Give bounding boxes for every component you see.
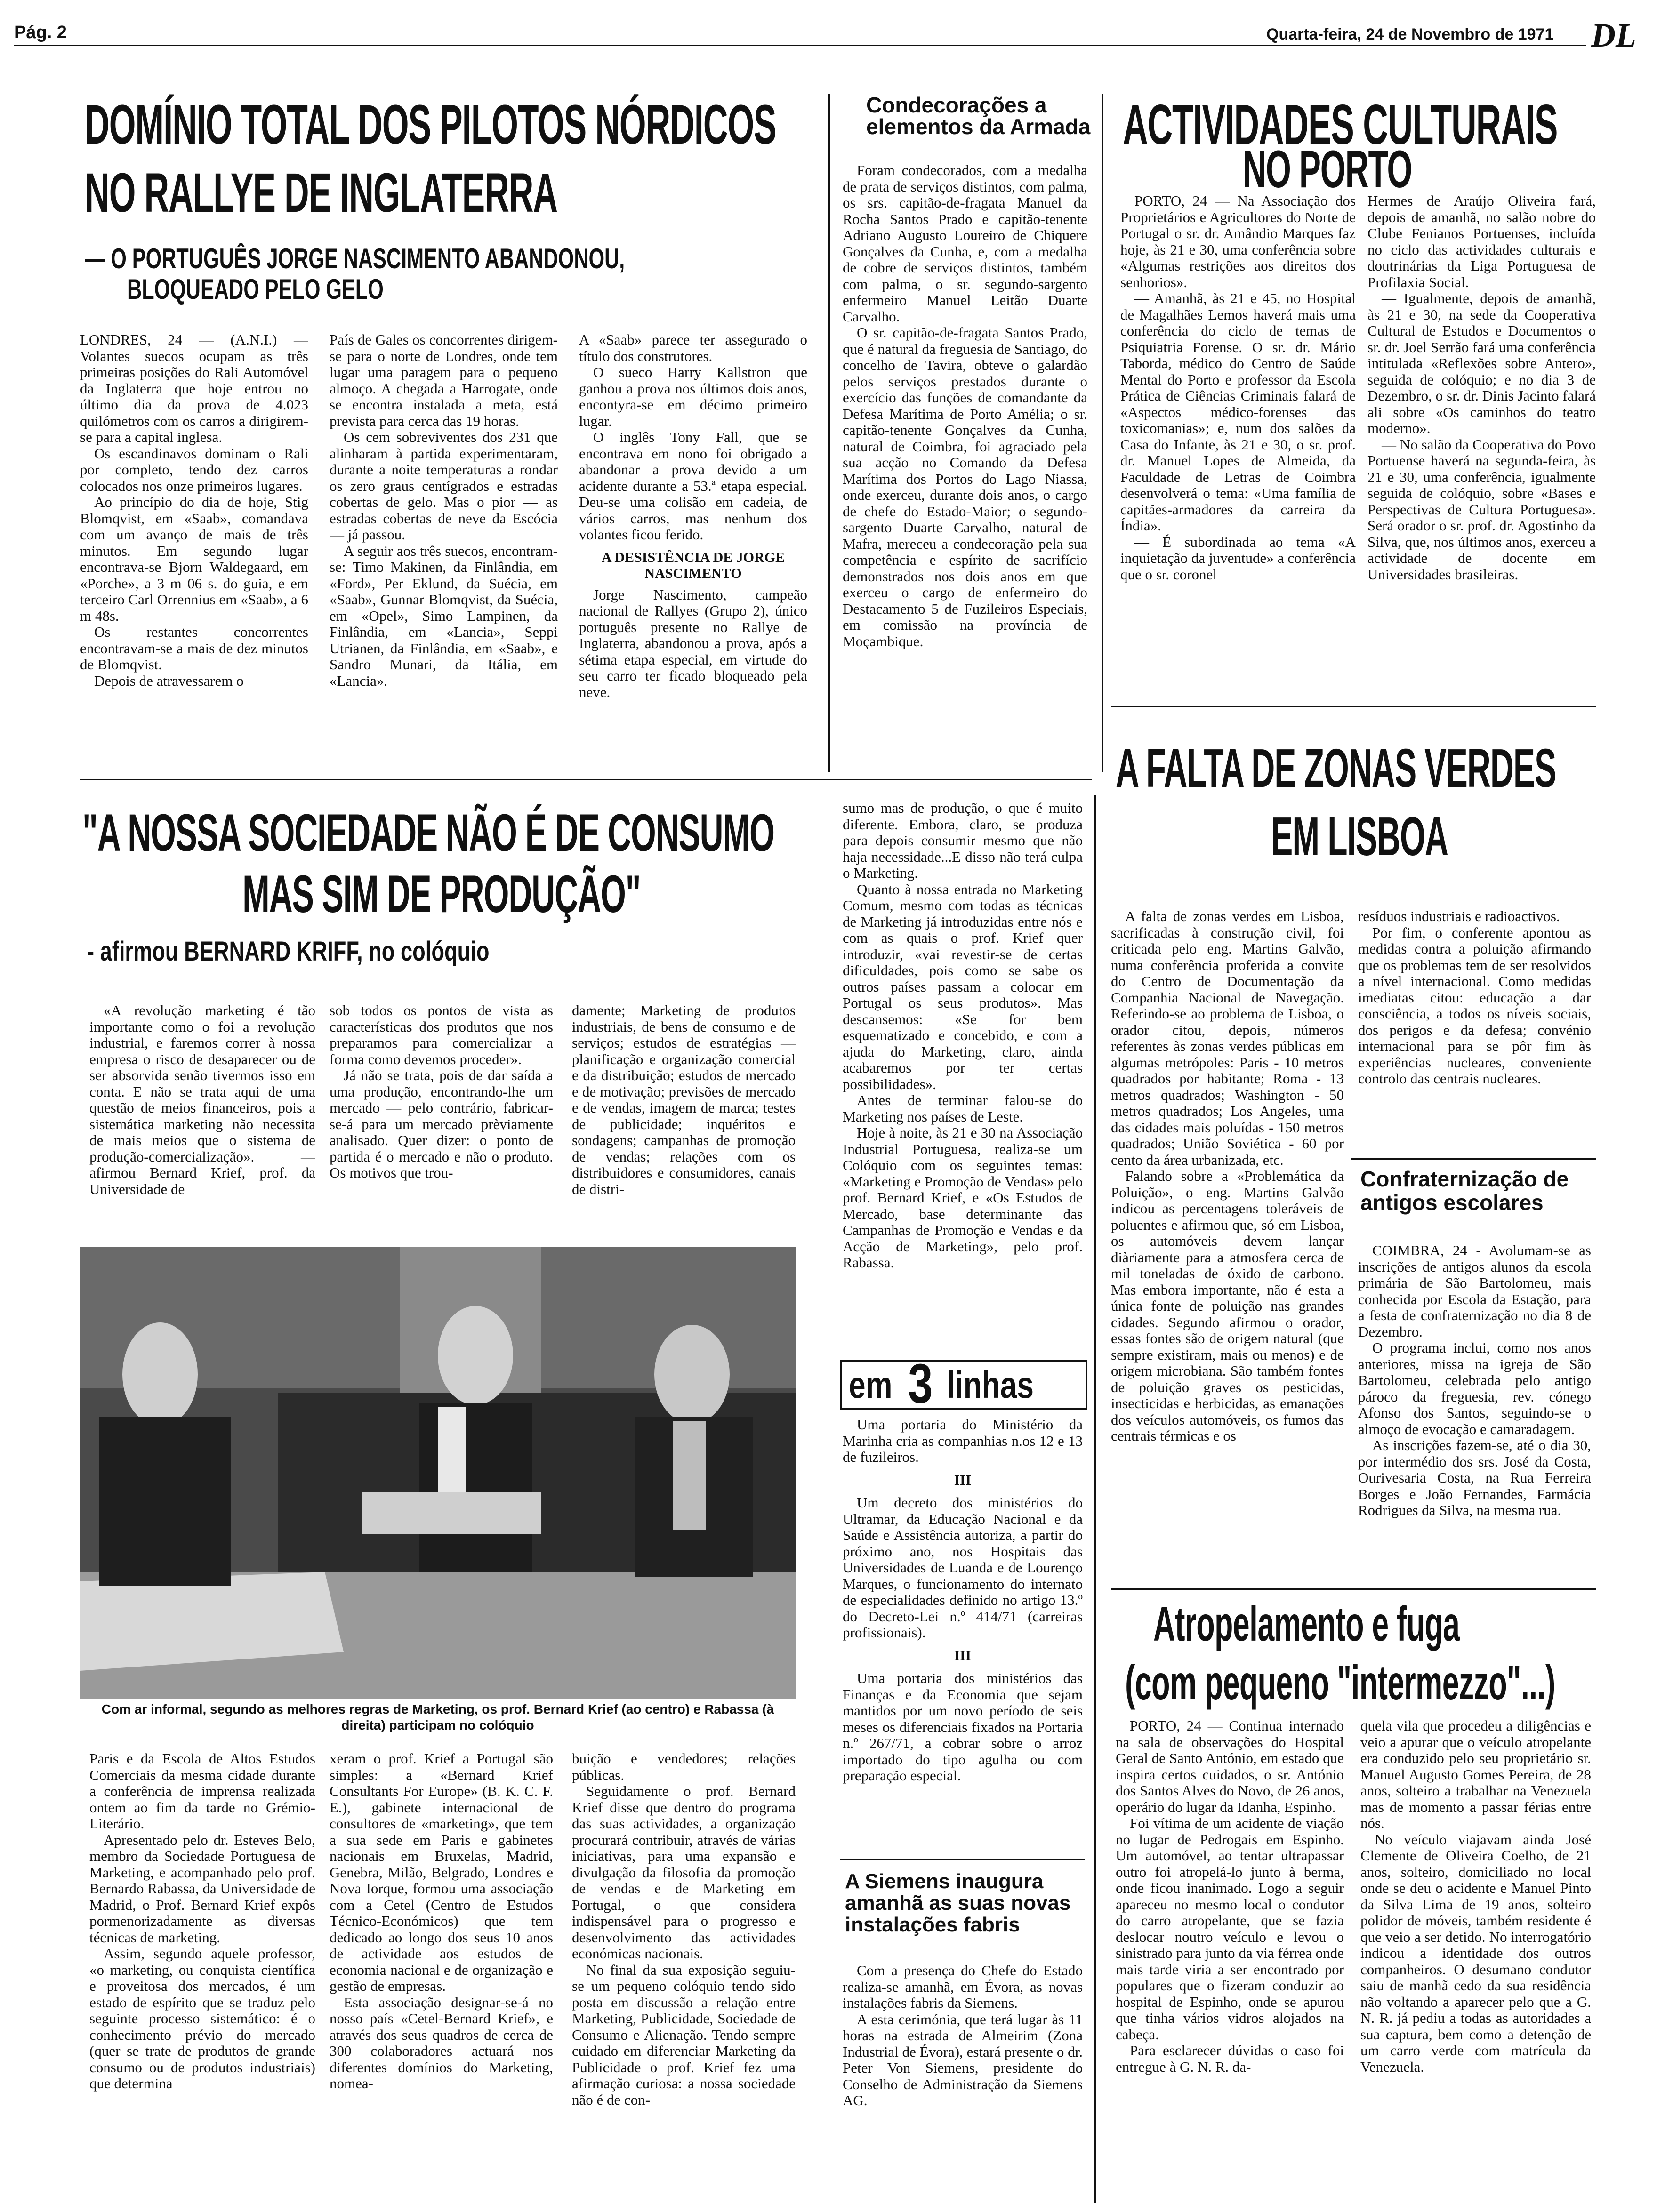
siemens-title: A Siemens inaugura amanhã as suas novas instalações fabris xyxy=(845,1870,1071,1936)
section-rule xyxy=(1111,706,1596,707)
paragraph: No final da sua exposição seguiu-se um pequeno colóquio tendo sido posta em discussão a relação entre Marketing, Publicidade, Sociedade de Consumo e Alienação. Tendo sempre cuidado em diferenciar Marketing da Publicidade o prof. Krief fez uma afirmação curiosa: a nossa sociedade não é de con- xyxy=(572,1961,796,2108)
consumo-bottom-col-2 xyxy=(330,1751,553,2198)
column-rule xyxy=(1094,795,1096,2203)
cultura-headline-2: NO PORTO xyxy=(1243,140,1412,199)
paragraph: O programa inclui, como nos anos anteriores, missa na igreja de São Bartolomeu, celebrada pelo antigo pároco da freguesia, rev. cónego Afonso dos Santos, seguindo-se o almoço de evocação e camaradagem. xyxy=(1358,1339,1591,1437)
paragraph: Para esclarecer dúvidas o caso foi entregue à G. N. R. da- xyxy=(1116,2042,1344,2075)
consumo-bottom-col-3 xyxy=(572,1751,796,2198)
paragraph: Apresentado pelo dr. Esteves Belo, membro da Sociedade Portuguesa de Marketing, e acompanhado pelo prof. Bernardo Rabassa, da Universidade de Madrid, o Prof. Bernard Krief expôs pormenorizadamente as diversas técnicas de marketing. xyxy=(89,1831,315,1946)
paragraph: País de Gales os concorrentes dirigem-se para o norte de Londres, onde tem lugar uma paragem para o pequeno almoço. A chegada a Harrogate, onde se encontra instalada a meta, está prevista para cerca das 19 horas. xyxy=(330,332,558,429)
paragraph: A «Saab» parece ter assegurado o título dos construtores. xyxy=(579,332,807,364)
rallye-col-3 xyxy=(579,332,807,762)
paragraph: O sueco Harry Kallstron que ganhou a prova nos últimos dois anos, encontyra-se em décimo primeiro lugar. xyxy=(579,364,807,429)
brief-item: Um decreto dos ministérios do Ultramar, da Educação Nacional e da Saúde e Assistência autoriza, a partir do próximo ano, nos Hospitais das Universidades de Luanda e de Lourenço Marques, o funcionamento do internato de especialidades definido no artigo 13.º do Decreto-Lei n.º 414/71 (carreiras profissionais). xyxy=(843,1494,1083,1641)
atropelamento-headline-1: Atropelamento e fuga xyxy=(1153,1597,1460,1651)
cultura-col-2 xyxy=(1367,193,1596,682)
marketing-photo xyxy=(80,1247,796,1699)
paragraph: Os escandinavos dominam o Rali por completo, tendo dez carros colocados nos onze primeiros lugares. xyxy=(80,445,308,494)
photo-illustration xyxy=(80,1247,796,1699)
atropelamento-col-1 xyxy=(1116,1718,1344,2198)
verdes-col-1 xyxy=(1111,908,1344,1577)
paragraph: Antes de terminar falou-se do Marketing nos países de Leste. xyxy=(843,1092,1083,1125)
consumo-headline-1: "A NOSSA SOCIEDADE NÃO É DE CONSUMO xyxy=(82,803,774,862)
paragraph: buição e vendedores; relações públicas. xyxy=(572,1751,796,1783)
paragraph: Já não se trata, pois de dar saída a uma produção, encontrando-lhe um mercado — pelo contrário, fabricar-se-á para um mercado prèviamente analisado. Quer dizer: o ponto de partida é o mercado e não o produto. Os motivos que trou- xyxy=(330,1067,553,1181)
brief-separator: III xyxy=(954,1647,972,1664)
paragraph: Os restantes concorrentes encontravam-se a mais de dez minutos de Blomqvist. xyxy=(80,624,308,673)
paragraph: Depois de atravessarem o xyxy=(94,672,244,689)
paragraph: Quanto à nossa entrada no Marketing Comum, mesmo com todas as técnicas de Marketing já introduzidas entre nós e com as quais o prof. Krief quer introduzir, «vai revestir-se de certas dificuldades, pois como se sabe os outros países passam a colocar em Portugal os seus produtos». Mas descansemos: «Se for bem esquematizado e concebido, e com a ajuda do Marketing, claro, ainda acabaremos por ter certas possibilidades». xyxy=(843,881,1083,1092)
armada-body xyxy=(843,162,1087,772)
paragraph: Os cem sobreviventes dos 231 que alinharam à partida experimentaram, durante a noite temperaturas a rondar os zero graus centígrados e estradas cobertas de gelo. Mas o pior — as estradas cobertas de neve da Escócia — já passou. xyxy=(330,429,558,543)
paragraph: A esta cerimónia, que terá lugar às 11 horas na estrada de Almeirim (Zona Industrial de Évora), estará presente o dr. Peter Von Siemens, presidente do Conselho de Administração da Siemens AG. xyxy=(843,2011,1083,2108)
paragraph: Paris e da Escola de Altos Estudos Comerciais da mesma cidade durante a conferência de imprensa realizada ontem ao fim da tarde no Grémio-Literário. xyxy=(89,1751,315,1832)
confra-title: Confraternização de antigos escolares xyxy=(1360,1167,1569,1215)
paragraph: xeram o prof. Krief a Portugal são simples: a «Bernard Krief Consultants For Europe» (B. K. C. F. E.), gabinete internacional de consultores de «marketing», que tem a sua sede em Paris e gabinetes nacionais em Bruxelas, Madrid, Genebra, Milão, Belgrado, Londres e Nova Iorque, formou uma associação com a Cetel (Centro de Estudos Técnico-Económicos) que tem dedicado ao longo dos seus 10 anos de actividade aos estudos de economia nacional e de organização e gestão de empresas. xyxy=(330,1751,553,1994)
paragraph: Por fim, o conferente apontou as medidas contra a poluição afirmando que os problemas tem de ser resolvidos a nível internacional. Como medidas imediatas citou: educação a dar consciência, a todos os níveis sociais, dos perigos e da defesa; convénio internacional para se pôr fim às experiências nucleares, conveniente controlo das centrais nucleares. xyxy=(1358,924,1591,1087)
paragraph: Falando sobre a «Problemática da Poluição», o eng. Martins Galvão indicou as percentagens toleráveis de poluentes e afirmou que, só em Lisboa, os automóveis devem lançar diàriamente para a atmosfera cerca de mil toneladas de óxido de carbono. Mas embora importante, não é esta a única fonte de poluição nas grandes cidades. Segundo afirmou o orador, essas fontes são de origem natural (que sempre existiram, mais ou menos) e de origem microbiana. São também fontes de poluição graves os pesticidas, insecticidas e herbicidas, as emanações dos veículos automóveis, os fumos das centrais térmicas e os xyxy=(1111,1168,1344,1444)
issue-date: Quarta-feira, 24 de Novembro de 1971 xyxy=(1266,25,1554,43)
consumo-col-2 xyxy=(330,1002,553,1247)
paragraph: Hermes de Araújo Oliveira fará, depois de amanhã, no salão nobre do Clube Fenianos Portuenses, incluída no ciclo das actividades culturais e doutrinárias da Liga Portuguesa de Profilaxia Social. xyxy=(1367,193,1596,290)
consumo-col-3 xyxy=(572,1002,796,1247)
paragraph: O sr. capitão-de-fragata Santos Prado, que é natural da freguesia de Santiago, do concelho de Tavira, obteve o galardão pelos serviços prestados durante o exercício das funções de comandante da Defesa Marítima de Porto Amélia; o sr. capitão-tenente Gonçalves da Cunha, natural de Coimbra, foi agraciado pela sua acção no Comando da Defesa Marítima dos Portos do Lago Niassa, onde exerceu, durante dois anos, o cargo de chefe do Estado-Maior; o segundo-sargento Duarte Carvalho, natural de Mafra, mereceu a condecoração pela sua competência e espírito de sacrifício demonstrados nos dois anos em que exerceu o cargo de enfermeiro do Destacamento 5 de Fuzileiros Especiais, em comissão na província de Moçambique. xyxy=(843,324,1087,649)
paragraph: — No salão da Cooperativa do Povo Portuense haverá na segunda-feira, às 21 e 30, uma conferência, igualmente seguida de colóquio, sobre «Bases e Perspectivas de Cultura Portuguesa». Será orador o sr. prof. dr. Agostinho da Silva, que, nos últimos anos, exerceu a actividade de docente em Universidades brasileiras. xyxy=(1367,436,1596,583)
rallye-subhead-1: — O PORTUGUÊS JORGE NASCIMENTO ABANDONOU, xyxy=(85,243,625,274)
paragraph: Com a presença do Chefe do Estado realiza-se amanhã, em Évora, as novas instalações fabris da Siemens. xyxy=(843,1963,1083,2011)
paragraph: quela vila que procedeu a diligências e veio a apurar que o veículo atropelante era conduzido pelo seu proprietário sr. Manuel Augusto Gomes Pereira, de 28 anos, solteiro a trabalhar na Venezuela mas de momento a passar férias entre nós. xyxy=(1360,1718,1591,1831)
verdes-headline-1: A FALTA DE ZONAS VERDES xyxy=(1116,737,1556,799)
paragraph: O inglês Tony Fall, que se encontrava em nono foi obrigado a abandonar a prova devido a um acidente durante a 53.ª etapa especial. Deu-se uma colisão em cadeia, de vários carros, mas nenhum dos volantes ficou ferido. xyxy=(579,429,807,543)
rallye-subhead-2: BLOQUEADO PELO GELO xyxy=(127,273,384,305)
paragraph: damente; Marketing de produtos industriais, de bens de consumo e de serviços; estudos de estratégias — planificação e organização comercial e da distribuição; estudos de mercado e de motivação; previsões de mercado e de vendas, imagem de marca; testes de publicidade; inquéritos e sondagens; campanhas de promoção de vendas; relações com os distribuidores e consumidores, canais de distri- xyxy=(572,1002,796,1197)
rallye-subhead-desistencia: A DESISTÊNCIA DE JORGE NASCIMENTO xyxy=(601,549,785,581)
verdes-headline-2: EM LISBOA xyxy=(1271,806,1448,867)
armada-title: Condecorações a elementos da Armada xyxy=(866,93,1091,139)
header-rule xyxy=(14,45,1586,46)
section-rule xyxy=(840,1859,1085,1860)
consumo-col-4 xyxy=(843,800,1083,1346)
consumo-subhead: - afirmou BERNARD KRIFF, no colóquio xyxy=(87,936,490,967)
paragraph: A seguir aos três suecos, encontram-se: Timo Makinen, da Finlândia, em «Ford», Per Eklund, da Suécia, em «Saab», Gunnar Blomqvist, da Suécia, em «Opel», Simo Lampinen, da Finlândia, em «Lancia», Seppi Utrianen, da Finlândia, em «Saab», e Sandro Munari, da Itália, em «Lancia». xyxy=(330,542,558,689)
rallye-headline-1: DOMÍNIO TOTAL DOS PILOTOS NÓRDICOS xyxy=(85,94,776,156)
paragraph: Foram condecorados, com a medalha de prata de serviços distintos, com palma, os srs. capitão-de-fragata Manuel da Rocha Santos Prado e capitão-tenente Adriano Augusto Loureiro de Chiquere Gonçalves da Cunha, e, com a medalha de cobre de serviços distintos, também com palma, o sr. segundo-sargento enfermeiro Manuel Leitão Duarte Carvalho. xyxy=(843,162,1087,325)
confra-body xyxy=(1358,1242,1591,1577)
brief-item: Uma portaria do Ministério da Marinha cria as companhias n.os 12 e 13 de fuzileiros. xyxy=(843,1417,1083,1465)
paragraph: Ao princípio do dia de hoje, Stig Blomqvist, em «Saab», comandava com um avanço de mais de três minutos. Em segundo lugar encontrava-se Bjorn Waldegaard, em «Porche», a 3 m 06 s. do guia, e em terceiro Carl Orrennius em «Saab», a 6 m 48s. xyxy=(80,494,308,624)
em-3-linhas-number: 3 xyxy=(908,1353,933,1415)
verdes-col-2 xyxy=(1358,908,1591,1153)
paragraph: COIMBRA, 24 - Avolumam-se as inscrições de antigos alunos da escola primária de São Bartolomeu, mais conhecida por Escola da Estação, para a festa de confraternização no dia 8 de Dezembro. xyxy=(1358,1242,1591,1340)
paragraph: Seguidamente o prof. Bernard Krief disse que dentro do programa das suas actividades, a organização procurará contribuir, através de várias iniciativas, para uma expansão e divulgação da filosofia da promoção de vendas e de Marketing em Portugal, o que considera indispensável para o progresso e desenvolvimento das actividades económicas nacionais. xyxy=(572,1783,796,1962)
atropelamento-col-2 xyxy=(1360,1718,1591,2198)
paragraph: Hoje à noite, às 21 e 30 na Associação Industrial Portuguesa, realiza-se um Colóquio com os seguintes temas: «Marketing e Promoção de Vendas» pelo prof. Bernard Krief, e «Os Estudos de Mercado, base determinante das Campanhas de Promoção e Vendas e da Acção de Marketing», pelo prof. Rabassa. xyxy=(843,1124,1083,1271)
consumo-col-1 xyxy=(89,1002,315,1247)
rallye-col-2 xyxy=(330,332,558,762)
atropelamento-headline-2: (com pequeno "intermezzo"...) xyxy=(1125,1656,1555,1710)
newspaper-logo: DL xyxy=(1591,16,1636,54)
paragraph: — Amanhã, às 21 e 45, no Hospital de Magalhães Lemos haverá mais uma conferência do ciclo de temas de Psiquiatria Forense. O sr. dr. Mário Taborda, médico do Centro de Saúde Mental do Porto e professor da Escola Prática de Ciências Criminais falará de «Aspectos médico-forenses das toxicomanias»; e, num dos salões da Casa do Infante, às 21 e 30, o sr. prof. dr. Manuel Lopes de Almeida, da Faculdade de Letras de Coimbra desenvolverá o tema: «Uma família de capitães-armadores da carreira da Índia». xyxy=(1120,290,1356,534)
siemens-body xyxy=(843,1963,1083,2198)
paragraph: sob todos os pontos de vista as características dos produtos que nos preparamos para comercializar a forma como devemos proceder». xyxy=(330,1002,553,1067)
rallye-headline-2: NO RALLYE DE INGLATERRA xyxy=(85,162,557,224)
paragraph: PORTO, 24 — Continua internado na sala de observações do Hospital Geral de Santo António, em estado que inspira certos cuidados, o sr. António dos Santos Alves do Novo, de 26 anos, operário do lugar da Idanha, Espinho. xyxy=(1116,1718,1344,1815)
consumo-headline-2: MAS SIM DE PRODUÇÃO" xyxy=(242,865,641,923)
paragraph: — É subordinada ao tema «A inquietação da juventude» a conferência que o sr. coronel xyxy=(1120,533,1356,583)
paragraph: PORTO, 24 — Na Associação dos Proprietários e Agricultores do Norte de Portugal o sr. dr. Amândio Marques faz hoje, às 21 e 30, uma conferência sobre «Algumas restrições aos direitos dos senhorios». xyxy=(1120,193,1356,290)
paragraph: Esta associação designar-se-á no nosso país «Cetel-Bernard Krief», e através dos seus quadros de cerca de 300 colaboradores actuará nos diferentes domínios do Marketing, nomea- xyxy=(330,1994,553,2092)
paragraph: LONDRES, 24 — (A.N.I.) — Volantes suecos ocupam as três primeiras posições do Rali Automóvel da Inglaterra que hoje entrou no último dia da prova de 4.023 quilómetros com os carros a dirigirem-se para a capital inglesa. xyxy=(80,332,308,445)
em-3-linhas-prefix: em xyxy=(849,1364,893,1406)
em-3-linhas-items xyxy=(843,1417,1083,1854)
column-rule xyxy=(828,94,830,772)
column-rule xyxy=(1102,94,1103,772)
section-rule xyxy=(80,779,1092,780)
paragraph: — Igualmente, depois de amanhã, às 21 e 30, na sede da Cooperativa Cultural de Estudos e Documentos o sr. dr. Joel Serrão fará uma conferência intitulada «Reflexões sobre Antero», seguida de colóquio; e no dia 3 de Dezembro, o sr. dr. Dinis Jacinto falará ali sobre «Os caminhos do teatro moderno». xyxy=(1367,290,1596,436)
paragraph: Foi vítima de um acidente de viação no lugar de Pedrogais em Espinho. Um automóvel, ao tentar ultrapassar outro foi atropelá-lo junto à berma, onde ficou inanimado. Logo a seguir apareceu no mesmo local o condutor do carro atropelante, que se fazia deslocar noutro veículo e levou o sinistrado para junto da via férrea onde mais tarde viria a ser encontrado por populares que o fizeram conduzir ao hospital de Espinho, onde se apurou que tinha vários vidros alojados na cabeça. xyxy=(1116,1815,1344,2043)
paragraph: Jorge Nascimento, campeão nacional de Rallyes (Grupo 2), único português presente no Rallye de Inglaterra, abandonou a prova, após a sétima etapa especial, em virtude do seu carro ter ficado bloqueado pela neve. xyxy=(579,586,807,700)
em-3-linhas-banner xyxy=(840,1353,1087,1415)
cultura-col-1 xyxy=(1120,193,1356,682)
box-rule xyxy=(1351,1158,1596,1160)
paragraph: A falta de zonas verdes em Lisboa, sacrificadas à construção civil, foi criticada pelo eng. Martins Galvão, numa conferência proferida a convite do Centro de Documentação da Companhia Nacional de Navegação. Referindo-se ao problema de Lisboa, o orador citou, depois, números referentes às zonas verdes públicas em algumas metrópoles: Paris - 10 metros quadrados por habitante; Roma - 13 metros quadrados; Washington - 50 metros quadrados; Los Angeles, uma das cidades mais poluídas - 150 metros quadrados; União Soviética - 60 por cento da área urbanizada, etc. xyxy=(1111,908,1344,1168)
paragraph: resíduos industriais e radioactivos. xyxy=(1358,908,1560,924)
paragraph: «A revolução marketing é tão importante como o foi a revolução industrial, e faremos correr à nossa empresa o risco de desaparecer ou de ser absorvida senão tivermos isso em conta. E não se trata aqui de uma questão de meios financeiros, pois a sistemática marketing não necessita de mais meios que o sistema de produção-comercialização». — afirmou Bernard Krief, prof. da Universidade de xyxy=(89,1002,315,1197)
consumo-bottom-col-1 xyxy=(89,1751,315,2198)
section-rule xyxy=(1111,1588,1596,1590)
cultura-headline-1: ACTIVIDADES CULTURAIS xyxy=(1123,93,1558,156)
paragraph: No veículo viajavam ainda José Clemente de Oliveira Coelho, de 21 anos, solteiro, domiciliado no local onde se deu o acidente e Manuel Pinto da Silva Lima de 19 anos, solteiro polidor de móveis, também residente é que veio a ser detido. No interrogatório indicou a identidade dos outros companheiros. O desumano condutor saiu de manhã cedo da sua residência não voltando a aparecer pelo que a G. N. R. já pediu a todas as autoridades a sua captura, bem como a detenção de um carro verde com matrícula da Venezuela. xyxy=(1360,1831,1591,2075)
photo-caption: Com ar informal, segundo as melhores regras de Marketing, os prof. Bernard Krief (ao centro) e Rabassa (à direita) participam no colóquio xyxy=(101,1702,774,1732)
em-3-linhas-word: linhas xyxy=(947,1364,1034,1406)
paragraph: Assim, segundo aquele professor, «o marketing, ou conquista científica e proveitosa dos mercados, é um estado de espírito que se traduz pelo seguinte processo sistemático: é o conhecimento prévio do mercado (quer se trate de produtos de grande consumo ou de produtos industriais) que determina xyxy=(89,1945,315,2092)
page-number: Pág. 2 xyxy=(14,23,67,42)
paragraph: As inscrições fazem-se, até o dia 30, por intermédio dos srs. José da Costa, Ourivesaria Costa, na Rua Ferreira Borges e João Fernandes, Farmácia Rodrigues da Silva, na mesma rua. xyxy=(1358,1437,1591,1518)
brief-item: Uma portaria dos ministérios das Finanças e da Economia que sejam mantidos por um novo período de seis meses os diferenciais fixados na Portaria n.º 267/71, a cobrar sobre o arroz importado do tipo agulha ou com preparação especial. xyxy=(843,1670,1083,1784)
rallye-col-1 xyxy=(80,332,308,762)
brief-separator: III xyxy=(954,1471,972,1488)
paragraph: sumo mas de produção, o que é muito diferente. Embora, claro, se produza para depois consumir mesmo que não haja necessidade...E disso não terá culpa o Marketing. xyxy=(843,800,1083,881)
